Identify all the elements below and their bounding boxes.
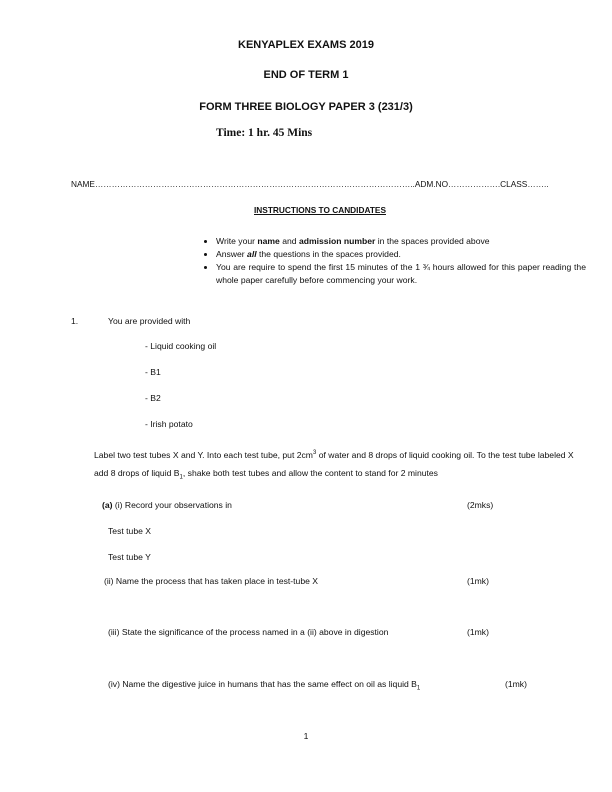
question-number: 1. — [71, 316, 79, 326]
marks: (1mk) — [467, 576, 489, 586]
instruction-item: • You are require to spend the first 15 minutes of the 1 ¾ hours allowed for this paper reading the whole paper carefully before commencing your work. — [216, 261, 586, 287]
test-tube-x-label: Test tube X — [108, 526, 151, 536]
instruction-item: • Answer all the questions in the spaces provided. — [216, 248, 586, 261]
instructions-list — [200, 235, 586, 287]
material-item: - Irish potato — [145, 419, 193, 429]
term-title: END OF TERM 1 — [263, 69, 349, 81]
question-a-i: (a) (i) Record your observations in — [102, 500, 232, 510]
question-a-iv: (iv) Name the digestive juice in humans that has the same effect on oil as liquid $B_1$ — [108, 679, 421, 692]
question-a-iii: (iii) State the significance of the process named in a (ii) above in digestion — [108, 627, 389, 637]
page-number: 1 — [303, 731, 309, 741]
paper-title: FORM THREE BIOLOGY PAPER 3 (231/3) — [199, 101, 413, 113]
marks: (1mk) — [467, 627, 489, 637]
procedure-paragraph: Label two test tubes X and Y. Into each test tube, put $2cm^3$ of water and 8 drops of liquid cooking oil. To the test tube labeled X add 8 drops of liquid $B_1$, shake both test tubes and allow the content to stand for 2 minutes — [94, 449, 574, 481]
material-item: - B2 — [145, 393, 161, 403]
test-tube-y-label: Test tube Y — [108, 552, 151, 562]
exam-body-title: KENYAPLEX EXAMS 2019 — [238, 39, 374, 51]
marks: (1mk) — [505, 679, 527, 689]
instruction-item: • Write your name and admission number in the spaces provided above — [216, 235, 586, 248]
question-a-ii: (ii) Name the process that has taken place in test-tube X — [104, 576, 318, 586]
time-allowed: Time: 1 hr. 45 Mins — [216, 127, 313, 139]
instructions-heading: INSTRUCTIONS TO CANDIDATES — [254, 205, 386, 215]
question-intro: You are provided with — [108, 316, 191, 326]
candidate-details-line: NAME……………………………………………………………………………………………………..ADM.NO……………….CLASS…….. — [71, 179, 549, 189]
marks: (2mks) — [467, 500, 494, 510]
material-item: - B1 — [145, 367, 161, 377]
material-item: - Liquid cooking oil — [145, 341, 217, 351]
